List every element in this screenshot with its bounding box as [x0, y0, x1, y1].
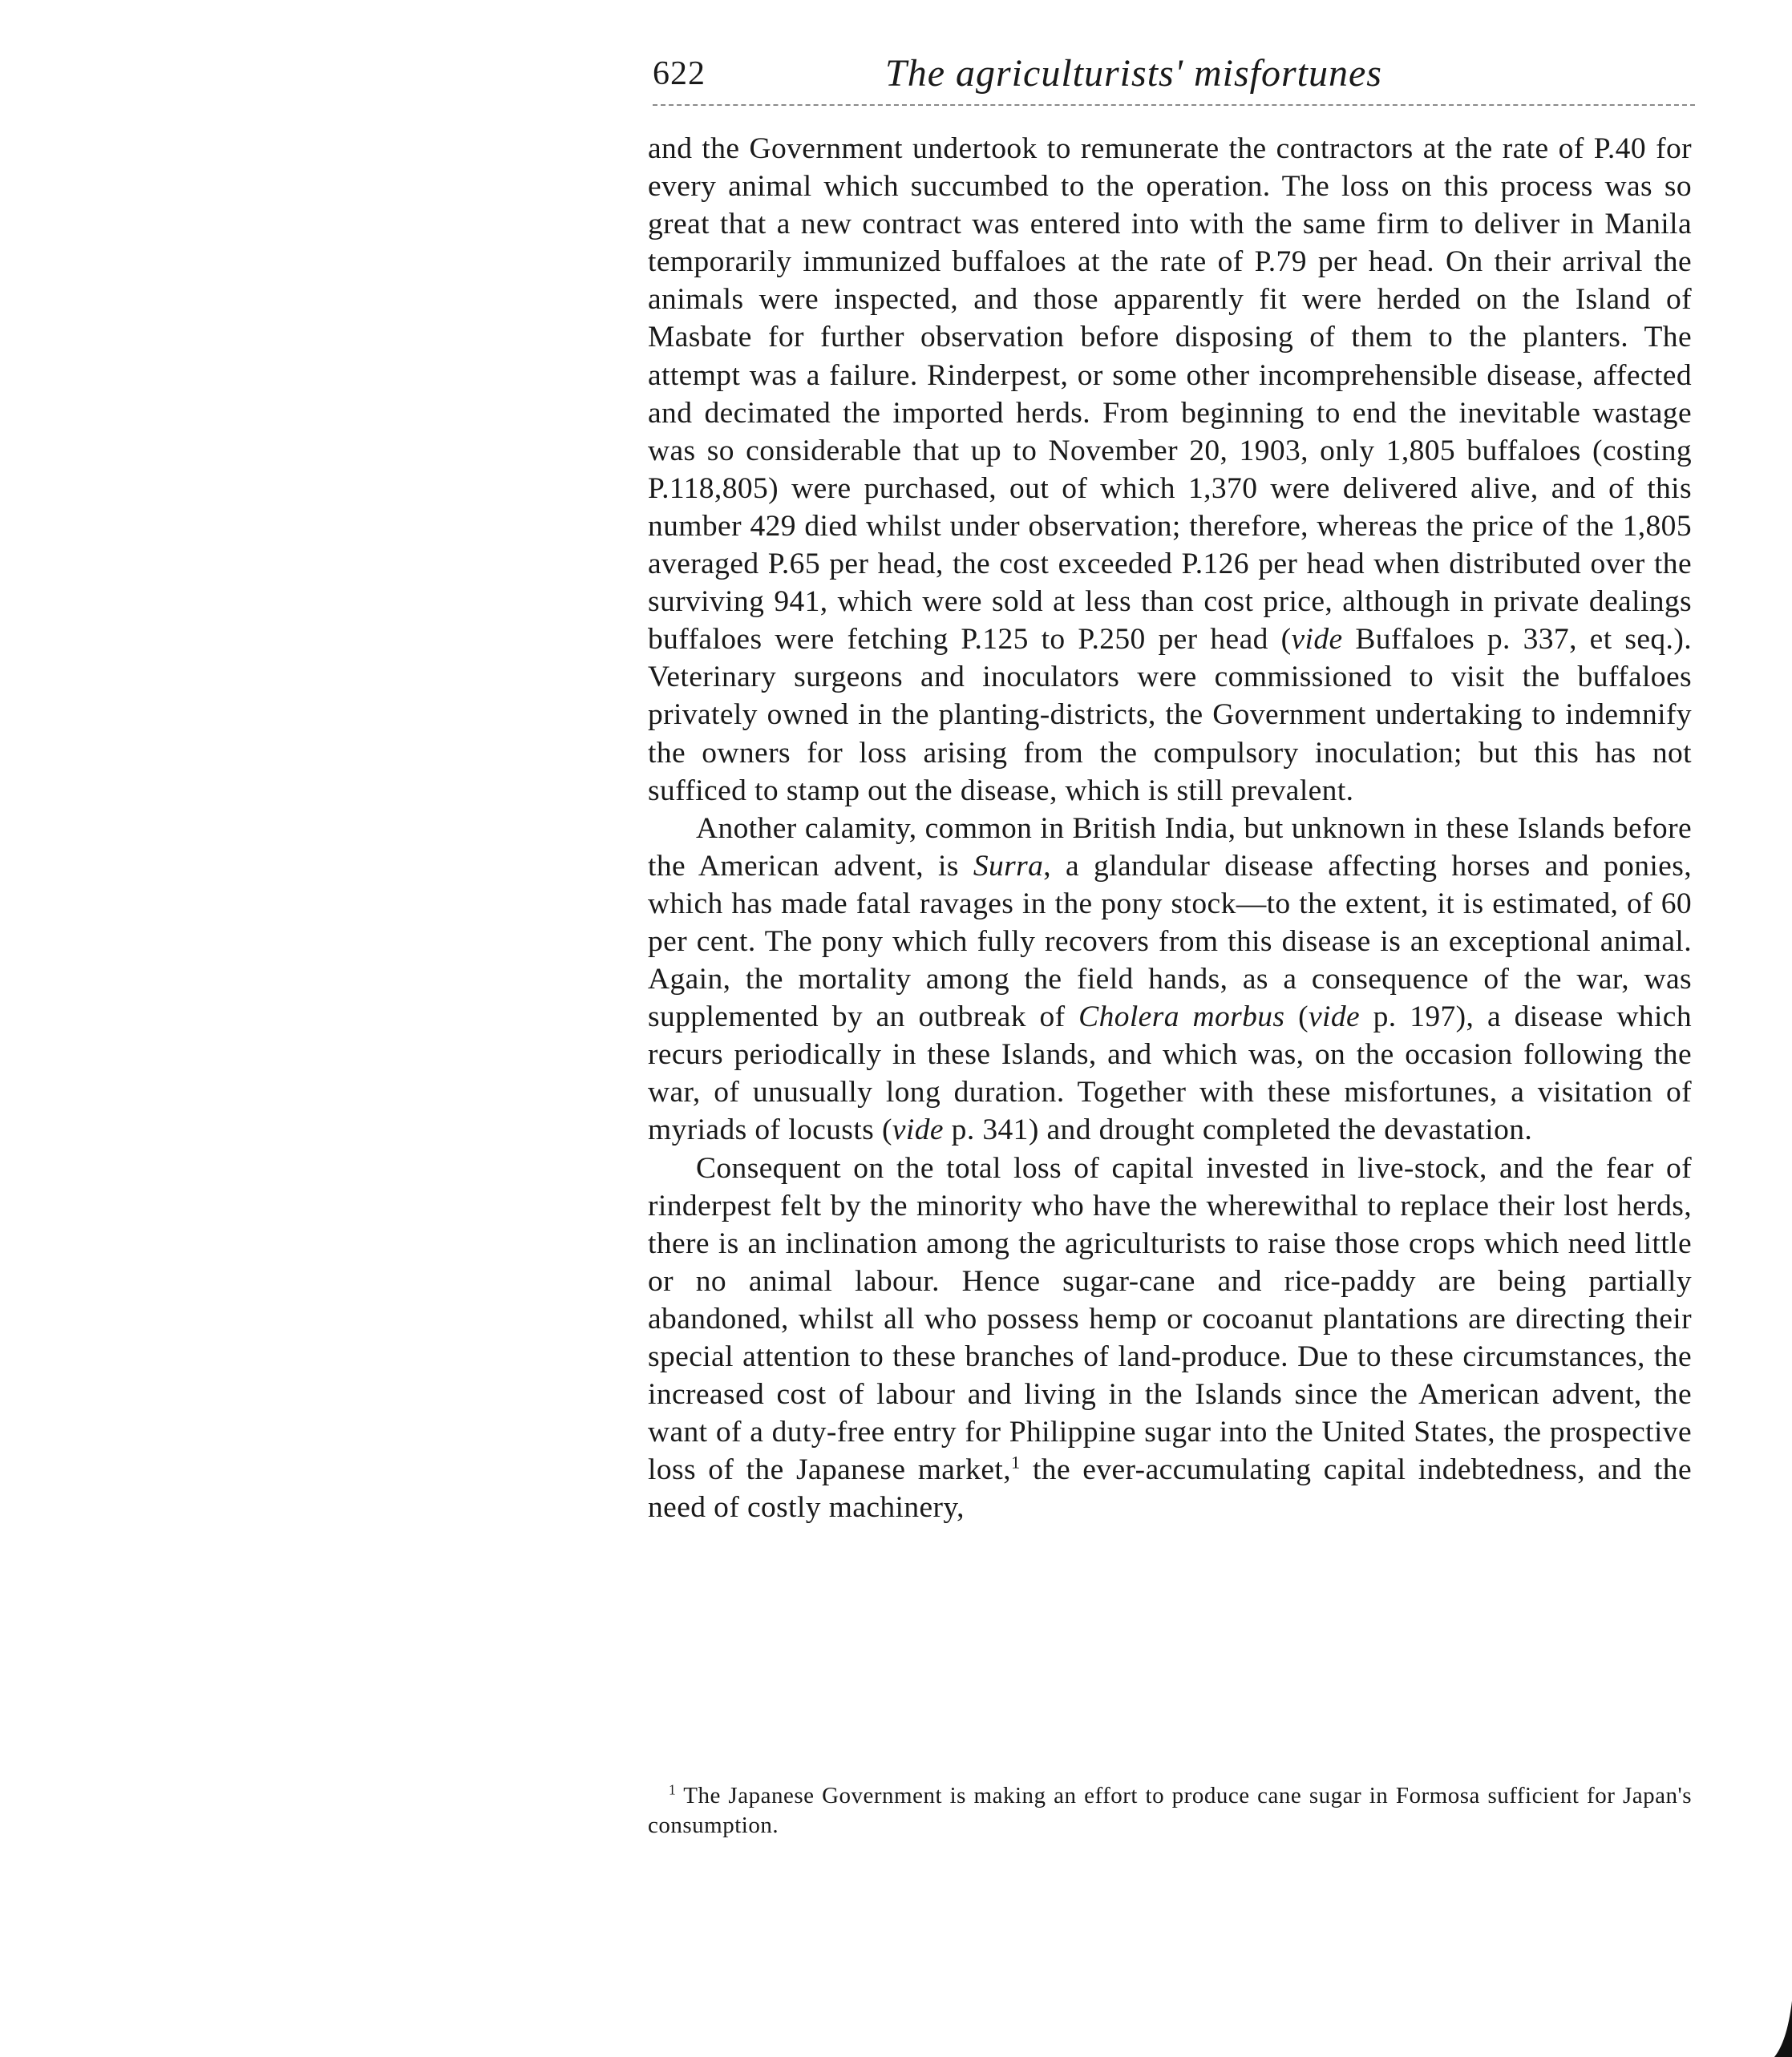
running-head — [653, 50, 1695, 98]
page-number: 622 — [653, 55, 706, 92]
text-segment: and the Government undertook to remunerate the contractors at the rate of P.40 for every animal which succumbed to the operation. The loss on this process was so great that a new contract was entered into with the same firm to deliver in Manila temporarily immunized buffaloes at the rate of P.79 per head. On their arrival the animals were inspected, and those apparently fit were herded on the Island of Masbate for further observation before disposing of them to the planters. The attempt was a failure. Rinderpest, or some other incomprehensible disease, affected and decimated the imported herds. From beginning to end the inevitable wastage was so considerable that up to November 20, 1903, only 1,805 buffaloes (costing P.118,805) were purchased, out of which 1,370 were delivered alive, and of this number 429 died whilst under observation; therefore, whereas the price of the 1,805 averaged P.65 per head, the cost exceeded P.126 per head when distributed over the surviving 941, which were sold at less than cost price, although in private dealings buffaloes were fetching P.125 to P.250 per head ( — [648, 132, 1692, 657]
footnote-text: The Japanese Government is making an effort to produce cane sugar in Formosa sufficient for Japan's consumption. — [648, 1783, 1692, 1838]
text-segment: Cholera morbus — [1078, 1000, 1285, 1034]
text-segment: the ever-accumulating capital indebtedness, and the need of costly machinery, — [648, 1453, 1693, 1525]
text-segment: ( — [1284, 1000, 1309, 1034]
text-segment: , a glandular disease affecting horses and ponies, which has made fatal ravages in the pony stock—to the extent, it is estimated, of 60 per cent. The pony which fully recovers from this disease is an exceptional animal. Again, the mortality among the field hands, as a consequence of the war, was supplemented by an outbreak of — [648, 849, 1692, 1034]
header-rule — [653, 104, 1695, 106]
footnote-paragraph — [648, 1781, 1692, 1841]
running-title: The agriculturists' misfortunes — [885, 52, 1382, 95]
footnote — [648, 1781, 1692, 1841]
footnote-reference: 1 — [1011, 1452, 1021, 1473]
text-segment: Consequent on the total loss of capital invested in live-stock, and the fear of rinderpest felt by the minority who have the wherewithal to replace their lost herds, there is an inclination among the agriculturists to raise those crops which need little or no animal labour. Hence sugar-cane and rice-paddy are being partially abandoned, whilst all who possess hemp or cocoanut plantations are directing their special attention to these branches of land-produce. Due to these circumstances, the increased cost of labour and living in the Islands since the American advent, the want of a duty-free entry for Philippine sugar into the United States, the prospective loss of the Japanese market, — [648, 1151, 1692, 1487]
text-segment: Another calamity, common in British India, but unknown in these Islands before the American advent, is — [648, 811, 1692, 883]
text-segment: Surra — [973, 849, 1044, 883]
page-corner-mark — [1771, 2001, 1792, 2057]
body-text — [648, 130, 1692, 1526]
text-segment: p. 341) and drought completed the devastation. — [943, 1113, 1533, 1147]
body-paragraph — [648, 130, 1692, 810]
text-segment: p. 197), a disease which recurs periodically in these Islands, and which was, on the occasion following the war, of unusually long duration. Together with these misfortunes, a visitation of myriads of locusts ( — [648, 1000, 1692, 1147]
footnote-marker: 1 — [669, 1781, 677, 1798]
text-segment: Buffaloes p. 337, et seq.). Veterinary surgeons and inoculators were commissioned to visit the buffaloes privately owned in the planting-districts, the Government undertaking to indemnify the owners for loss arising from the compulsory inoculation; but this has not sufficed to stamp out the disease, which is still prevalent. — [648, 623, 1692, 807]
text-segment: vide — [1308, 1000, 1361, 1034]
text-segment: vide — [892, 1113, 944, 1147]
body-paragraph — [648, 810, 1692, 1150]
body-paragraph — [648, 1150, 1692, 1527]
text-segment: vide — [1291, 623, 1343, 657]
